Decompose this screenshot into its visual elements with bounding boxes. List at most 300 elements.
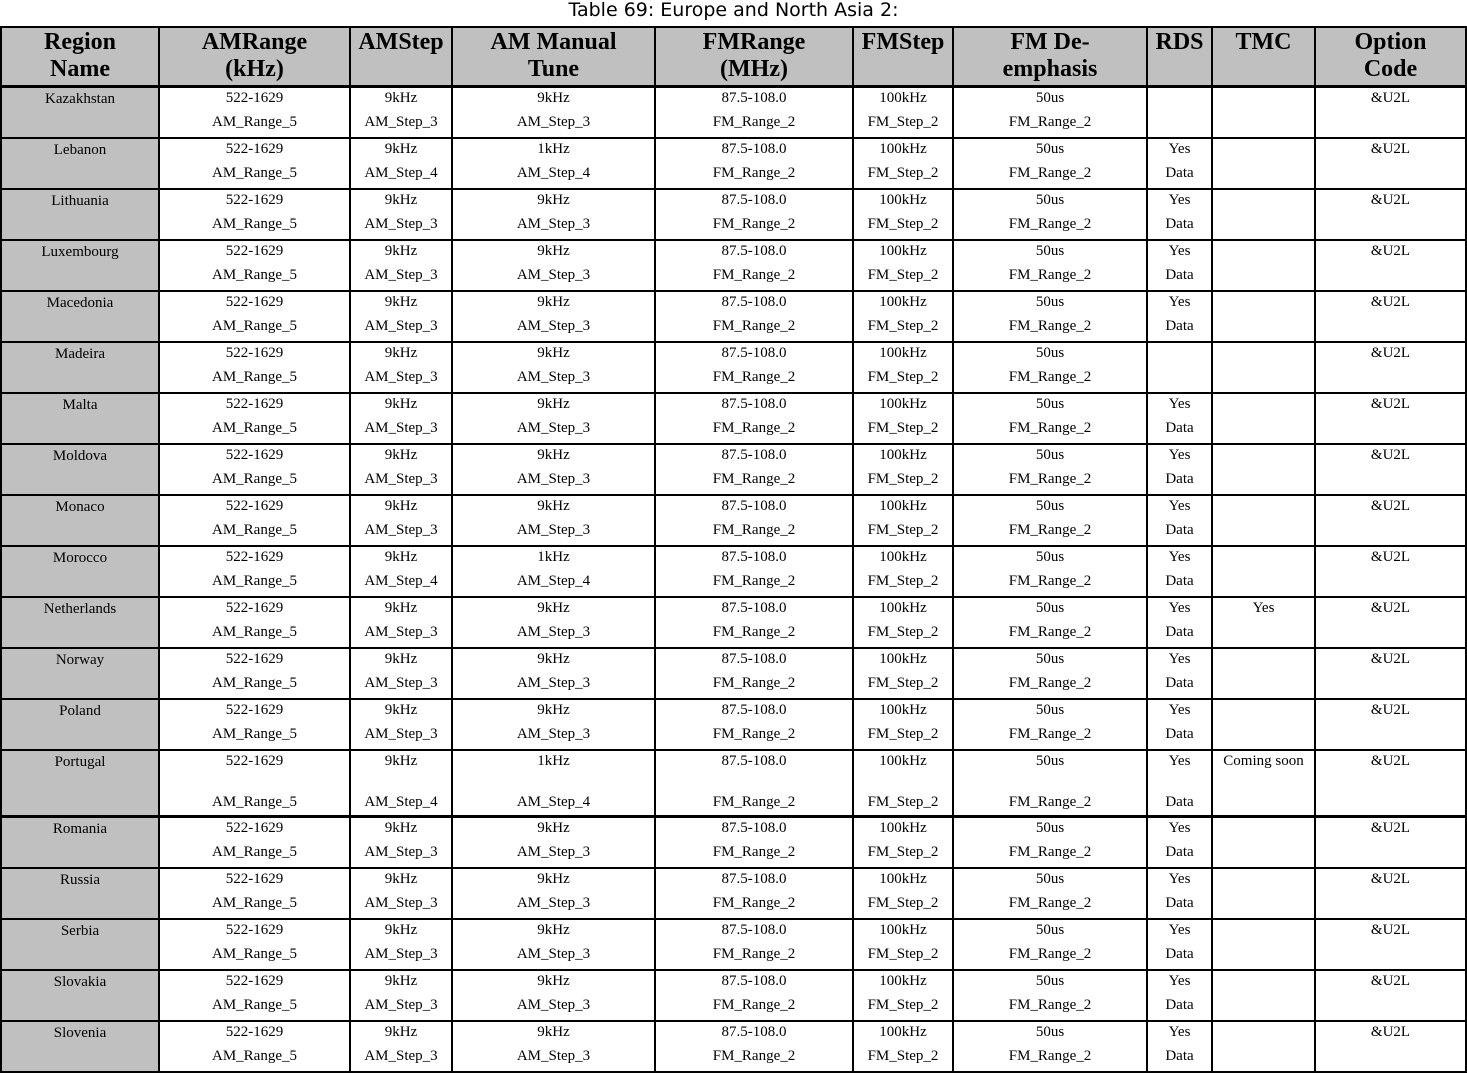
fm-range-cell (655, 495, 853, 546)
fm-range-code: FM_Range_2 (712, 420, 796, 436)
am-range-code: AM_Range_5 (212, 946, 297, 962)
rds-value: Yes (1168, 702, 1191, 718)
tmc-value (1213, 88, 1314, 89)
am-range-code: AM_Range_5 (212, 1048, 297, 1064)
region-name-cell (1, 970, 159, 1021)
fm-range-cell (655, 87, 853, 139)
rds-code: Data (1165, 844, 1194, 860)
am-step-code: AM_Step_4 (364, 794, 438, 810)
rds-value: Yes (1168, 922, 1191, 938)
am-range-code: AM_Range_5 (212, 844, 297, 860)
fm-range-value: 87.5-108.0 (721, 294, 787, 310)
fm-deemphasis-code: FM_Range_2 (1008, 844, 1092, 860)
header-rds: RDS (1147, 27, 1212, 87)
am-manual-tune-cell (452, 87, 655, 139)
rds-cell (1147, 868, 1212, 919)
am-range-code: AM_Range_5 (212, 420, 297, 436)
am-step-cell (350, 699, 452, 750)
rds-cell (1147, 342, 1212, 393)
fm-step-value: 100kHz (879, 600, 927, 616)
tmc-value (1213, 818, 1314, 819)
rds-code: Data (1165, 420, 1194, 436)
option-code-cell (1315, 699, 1466, 750)
am-manual-tune-value: 9kHz (537, 243, 570, 259)
region-name: Malta (62, 397, 98, 413)
am-manual-tune-value: 9kHz (537, 447, 570, 463)
am-step-cell (350, 189, 452, 240)
am-step-value: 9kHz (384, 871, 418, 887)
header-tmc: TMC (1212, 27, 1315, 87)
fm-deemphasis-code: FM_Range_2 (1008, 114, 1092, 130)
fm-deemphasis-cell (953, 444, 1147, 495)
fm-step-cell (853, 240, 953, 291)
am-step-cell (350, 495, 452, 546)
rds-cell (1147, 970, 1212, 1021)
fm-deemphasis-value: 50us (1035, 396, 1065, 412)
rds-value: Yes (1168, 192, 1191, 208)
tmc-cell (1212, 648, 1315, 699)
option-code-value: &U2L (1370, 396, 1411, 412)
am-manual-tune-value: 9kHz (537, 1024, 570, 1040)
table-row (1, 138, 1466, 189)
am-manual-tune-code: AM_Step_3 (516, 522, 591, 538)
fm-deemphasis-code: FM_Range_2 (1008, 726, 1092, 742)
table-row (1, 189, 1466, 240)
fm-step-cell (853, 393, 953, 444)
am-manual-tune-cell (452, 699, 655, 750)
rds-value: Yes (1168, 820, 1191, 836)
fm-range-cell (655, 970, 853, 1021)
am-manual-tune-code: AM_Step_3 (516, 471, 591, 487)
header-fm-step: FMStep (853, 27, 953, 87)
rds-code: Data (1165, 216, 1194, 232)
fm-range-code: FM_Range_2 (712, 165, 796, 181)
am-range-code: AM_Range_5 (212, 794, 297, 810)
am-manual-tune-code: AM_Step_3 (516, 318, 591, 334)
rds-code: Data (1165, 624, 1194, 640)
fm-range-value: 87.5-108.0 (721, 345, 787, 361)
rds-value: Yes (1168, 447, 1191, 463)
option-code-value: &U2L (1370, 1024, 1411, 1040)
am-range-code: AM_Range_5 (212, 522, 297, 538)
fm-deemphasis-cell (953, 546, 1147, 597)
fm-deemphasis-value: 50us (1035, 345, 1065, 361)
am-range-cell (159, 1021, 350, 1072)
am-step-cell (350, 87, 452, 139)
fm-deemphasis-value: 50us (1035, 90, 1065, 106)
fm-step-value: 100kHz (879, 345, 927, 361)
table-row (1, 87, 1466, 139)
rds-code: Data (1165, 794, 1194, 810)
fm-deemphasis-value: 50us (1035, 447, 1065, 463)
am-range-value: 522-1629 (225, 922, 284, 938)
option-code-cell (1315, 750, 1466, 817)
option-code-cell (1315, 138, 1466, 189)
rds-cell (1147, 546, 1212, 597)
am-step-code: AM_Step_3 (364, 369, 438, 385)
option-code-value: &U2L (1370, 973, 1411, 989)
fm-deemphasis-code: FM_Range_2 (1008, 318, 1092, 334)
table-body (1, 87, 1466, 1073)
am-manual-tune-value: 9kHz (537, 973, 570, 989)
fm-deemphasis-value: 50us (1035, 871, 1065, 887)
am-step-cell (350, 919, 452, 970)
am-manual-tune-code: AM_Step_4 (516, 794, 591, 810)
region-name: Luxembourg (41, 244, 119, 260)
rds-cell (1147, 240, 1212, 291)
region-name-cell (1, 868, 159, 919)
fm-range-value: 87.5-108.0 (721, 702, 787, 718)
option-code-value: &U2L (1370, 820, 1411, 836)
am-range-code: AM_Range_5 (212, 573, 297, 589)
tmc-cell (1212, 546, 1315, 597)
rds-code: Data (1165, 1048, 1194, 1064)
fm-step-cell (853, 342, 953, 393)
region-name-cell (1, 597, 159, 648)
region-name-cell (1, 495, 159, 546)
fm-step-cell (853, 597, 953, 648)
rds-cell (1147, 648, 1212, 699)
fm-range-code: FM_Range_2 (712, 844, 796, 860)
fm-range-cell (655, 291, 853, 342)
am-step-cell (350, 750, 452, 817)
table-caption: Table 69: Europe and North Asia 2: (568, 0, 899, 21)
tmc-cell (1212, 342, 1315, 393)
tmc-value (1213, 292, 1314, 293)
rds-cell (1147, 597, 1212, 648)
am-step-code: AM_Step_3 (364, 216, 438, 232)
am-manual-tune-code: AM_Step_3 (516, 675, 591, 691)
am-manual-tune-cell (452, 393, 655, 444)
fm-deemphasis-value: 50us (1035, 820, 1065, 836)
am-manual-tune-code: AM_Step_3 (516, 267, 591, 283)
fm-step-code: FM_Step_2 (867, 997, 939, 1013)
am-step-code: AM_Step_3 (364, 895, 438, 911)
fm-deemphasis-code: FM_Range_2 (1008, 895, 1092, 911)
fm-deemphasis-code: FM_Range_2 (1008, 997, 1092, 1013)
fm-range-code: FM_Range_2 (712, 624, 796, 640)
region-name: Slovakia (53, 974, 107, 990)
am-manual-tune-cell (452, 444, 655, 495)
am-step-code: AM_Step_3 (364, 1048, 438, 1064)
am-manual-tune-cell (452, 648, 655, 699)
fm-deemphasis-value: 50us (1035, 192, 1065, 208)
option-code-cell (1315, 495, 1466, 546)
fm-range-value: 87.5-108.0 (721, 498, 787, 514)
rds-cell (1147, 87, 1212, 139)
am-step-cell (350, 817, 452, 869)
table-row (1, 546, 1466, 597)
fm-deemphasis-code: FM_Range_2 (1008, 267, 1092, 283)
am-step-cell (350, 138, 452, 189)
region-name: Romania (52, 821, 108, 837)
am-range-cell (159, 189, 350, 240)
fm-deemphasis-cell (953, 393, 1147, 444)
option-code-cell (1315, 648, 1466, 699)
option-code-value: &U2L (1370, 753, 1411, 769)
am-step-code: AM_Step_3 (364, 946, 438, 962)
am-manual-tune-code: AM_Step_3 (516, 895, 591, 911)
am-step-value: 9kHz (384, 90, 418, 106)
tmc-value (1213, 139, 1314, 140)
fm-deemphasis-code: FM_Range_2 (1008, 522, 1092, 538)
fm-range-code: FM_Range_2 (712, 794, 796, 810)
fm-step-code: FM_Step_2 (867, 165, 939, 181)
region-name: Russia (59, 872, 100, 888)
header-row (1, 27, 1466, 87)
fm-deemphasis-cell (953, 291, 1147, 342)
fm-range-code: FM_Range_2 (712, 895, 796, 911)
tmc-value (1213, 547, 1314, 548)
am-step-code: AM_Step_3 (364, 522, 438, 538)
header-am-range: AMRange (kHz) (159, 27, 350, 87)
tmc-cell (1212, 393, 1315, 444)
rds-value: Yes (1168, 396, 1191, 412)
am-step-code: AM_Step_3 (364, 675, 438, 691)
table-row (1, 1021, 1466, 1072)
rds-value: Yes (1168, 243, 1191, 259)
tmc-cell (1212, 750, 1315, 817)
region-name: Norway (55, 652, 105, 668)
fm-step-value: 100kHz (879, 90, 927, 106)
fm-deemphasis-value: 50us (1035, 753, 1065, 769)
fm-step-cell (853, 919, 953, 970)
fm-range-cell (655, 817, 853, 869)
am-range-value: 522-1629 (225, 447, 284, 463)
am-range-value: 522-1629 (225, 1024, 284, 1040)
fm-range-value: 87.5-108.0 (721, 1024, 787, 1040)
am-step-value: 9kHz (384, 498, 418, 514)
region-name: Slovenia (53, 1025, 107, 1041)
option-code-cell (1315, 342, 1466, 393)
fm-step-value: 100kHz (879, 192, 927, 208)
tmc-value (1213, 241, 1314, 242)
am-manual-tune-cell (452, 189, 655, 240)
option-code-value: &U2L (1370, 871, 1411, 887)
region-name-cell (1, 648, 159, 699)
header-fm-deemphasis: FM De- emphasis (953, 27, 1147, 87)
region-name: Portugal (54, 754, 106, 770)
rds-cell (1147, 919, 1212, 970)
fm-deemphasis-cell (953, 597, 1147, 648)
am-range-cell (159, 240, 350, 291)
fm-deemphasis-cell (953, 240, 1147, 291)
fm-step-code: FM_Step_2 (867, 420, 939, 436)
region-name-cell (1, 138, 159, 189)
fm-range-cell (655, 240, 853, 291)
fm-step-code: FM_Step_2 (867, 726, 939, 742)
am-range-cell (159, 750, 350, 817)
rds-code: Data (1165, 318, 1194, 334)
am-manual-tune-value: 9kHz (537, 871, 570, 887)
region-name-cell (1, 919, 159, 970)
am-step-code: AM_Step_3 (364, 267, 438, 283)
fm-deemphasis-value: 50us (1035, 549, 1065, 565)
am-step-cell (350, 1021, 452, 1072)
am-range-cell (159, 342, 350, 393)
table-row (1, 291, 1466, 342)
region-name-cell (1, 240, 159, 291)
am-range-cell (159, 138, 350, 189)
region-name: Morocco (52, 550, 108, 566)
am-range-value: 522-1629 (225, 192, 284, 208)
am-range-value: 522-1629 (225, 396, 284, 412)
region-name-cell (1, 342, 159, 393)
region-name-cell (1, 87, 159, 139)
fm-step-value: 100kHz (879, 447, 927, 463)
fm-step-cell (853, 87, 953, 139)
fm-range-value: 87.5-108.0 (721, 871, 787, 887)
am-range-cell (159, 546, 350, 597)
fm-deemphasis-code: FM_Range_2 (1008, 624, 1092, 640)
rds-code: Data (1165, 471, 1194, 487)
am-step-code: AM_Step_3 (364, 726, 438, 742)
fm-deemphasis-cell (953, 970, 1147, 1021)
fm-step-value: 100kHz (879, 820, 927, 836)
rds-code: Data (1165, 895, 1194, 911)
am-manual-tune-code: AM_Step_4 (516, 573, 591, 589)
tmc-cell (1212, 444, 1315, 495)
fm-deemphasis-cell (953, 342, 1147, 393)
option-code-cell (1315, 444, 1466, 495)
am-manual-tune-value: 9kHz (537, 498, 570, 514)
am-range-value: 522-1629 (225, 820, 284, 836)
am-manual-tune-code: AM_Step_4 (516, 165, 591, 181)
am-manual-tune-cell (452, 291, 655, 342)
table-row (1, 495, 1466, 546)
fm-step-code: FM_Step_2 (867, 1048, 939, 1064)
option-code-cell (1315, 597, 1466, 648)
header-am-step: AMStep (350, 27, 452, 87)
fm-range-code: FM_Range_2 (712, 369, 796, 385)
region-name: Monaco (55, 499, 105, 515)
tmc-cell (1212, 1021, 1315, 1072)
am-manual-tune-value: 9kHz (537, 820, 570, 836)
am-manual-tune-code: AM_Step_3 (516, 216, 591, 232)
fm-step-cell (853, 817, 953, 869)
am-range-cell (159, 597, 350, 648)
am-step-value: 9kHz (384, 702, 418, 718)
fm-step-code: FM_Step_2 (867, 369, 939, 385)
option-code-value: &U2L (1370, 549, 1411, 565)
rds-value: Yes (1168, 549, 1191, 565)
option-code-value: &U2L (1370, 651, 1411, 667)
option-code-cell (1315, 1021, 1466, 1072)
region-name: Moldova (52, 448, 108, 464)
fm-range-cell (655, 919, 853, 970)
option-code-cell (1315, 240, 1466, 291)
fm-deemphasis-code: FM_Range_2 (1008, 573, 1092, 589)
am-range-value: 522-1629 (225, 243, 284, 259)
fm-range-code: FM_Range_2 (712, 318, 796, 334)
tmc-cell (1212, 868, 1315, 919)
table-row (1, 648, 1466, 699)
fm-step-value: 100kHz (879, 1024, 927, 1040)
fm-deemphasis-cell (953, 138, 1147, 189)
tmc-value (1213, 1022, 1314, 1023)
am-range-value: 522-1629 (225, 973, 284, 989)
option-code-value: &U2L (1370, 90, 1411, 106)
fm-range-code: FM_Range_2 (712, 114, 796, 130)
am-range-cell (159, 648, 350, 699)
am-manual-tune-cell (452, 970, 655, 1021)
table-row (1, 597, 1466, 648)
rds-value: Yes (1168, 753, 1191, 769)
fm-deemphasis-cell (953, 189, 1147, 240)
fm-step-code: FM_Step_2 (867, 471, 939, 487)
am-step-value: 9kHz (384, 753, 418, 769)
am-step-value: 9kHz (384, 973, 418, 989)
am-step-cell (350, 868, 452, 919)
option-code-value: &U2L (1370, 294, 1411, 310)
fm-range-code: FM_Range_2 (712, 997, 796, 1013)
option-code-cell (1315, 291, 1466, 342)
rds-cell (1147, 750, 1212, 817)
rds-cell (1147, 1021, 1212, 1072)
table-row (1, 240, 1466, 291)
tmc-cell (1212, 699, 1315, 750)
am-range-value: 522-1629 (225, 90, 284, 106)
option-code-cell (1315, 970, 1466, 1021)
tmc-cell (1212, 495, 1315, 546)
am-range-cell (159, 970, 350, 1021)
region-name-cell (1, 699, 159, 750)
tmc-value: Yes (1252, 600, 1275, 616)
fm-step-value: 100kHz (879, 973, 927, 989)
am-range-value: 522-1629 (225, 294, 284, 310)
header-am-manual-tune: AM Manual Tune (452, 27, 655, 87)
fm-step-cell (853, 444, 953, 495)
rds-value: Yes (1168, 871, 1191, 887)
header-region-name: Region Name (1, 27, 159, 87)
am-range-code: AM_Range_5 (212, 369, 297, 385)
fm-step-code: FM_Step_2 (867, 114, 939, 130)
fm-step-value: 100kHz (879, 396, 927, 412)
am-manual-tune-cell (452, 750, 655, 817)
fm-deemphasis-cell (953, 750, 1147, 817)
fm-step-code: FM_Step_2 (867, 794, 939, 810)
am-manual-tune-code: AM_Step_3 (516, 844, 591, 860)
am-manual-tune-value: 9kHz (537, 192, 570, 208)
rds-value: Yes (1168, 294, 1191, 310)
fm-deemphasis-value: 50us (1035, 294, 1065, 310)
am-range-value: 522-1629 (225, 651, 284, 667)
fm-deemphasis-cell (953, 648, 1147, 699)
rds-value (1148, 343, 1211, 363)
region-name-cell (1, 750, 159, 817)
option-code-cell (1315, 868, 1466, 919)
am-manual-tune-code: AM_Step_3 (516, 726, 591, 742)
rds-value: Yes (1168, 1024, 1191, 1040)
fm-deemphasis-cell (953, 699, 1147, 750)
am-range-cell (159, 495, 350, 546)
fm-range-value: 87.5-108.0 (721, 192, 787, 208)
fm-deemphasis-value: 50us (1035, 243, 1065, 259)
fm-range-value: 87.5-108.0 (721, 447, 787, 463)
option-code-value: &U2L (1370, 600, 1411, 616)
am-manual-tune-value: 9kHz (537, 600, 570, 616)
am-manual-tune-code: AM_Step_3 (516, 946, 591, 962)
am-step-cell (350, 342, 452, 393)
am-range-value: 522-1629 (225, 141, 284, 157)
rds-cell (1147, 393, 1212, 444)
am-step-code: AM_Step_4 (364, 573, 438, 589)
fm-step-cell (853, 495, 953, 546)
tmc-cell (1212, 87, 1315, 139)
tmc-value (1213, 700, 1314, 701)
am-step-value: 9kHz (384, 820, 418, 836)
am-step-value: 9kHz (384, 1024, 418, 1040)
